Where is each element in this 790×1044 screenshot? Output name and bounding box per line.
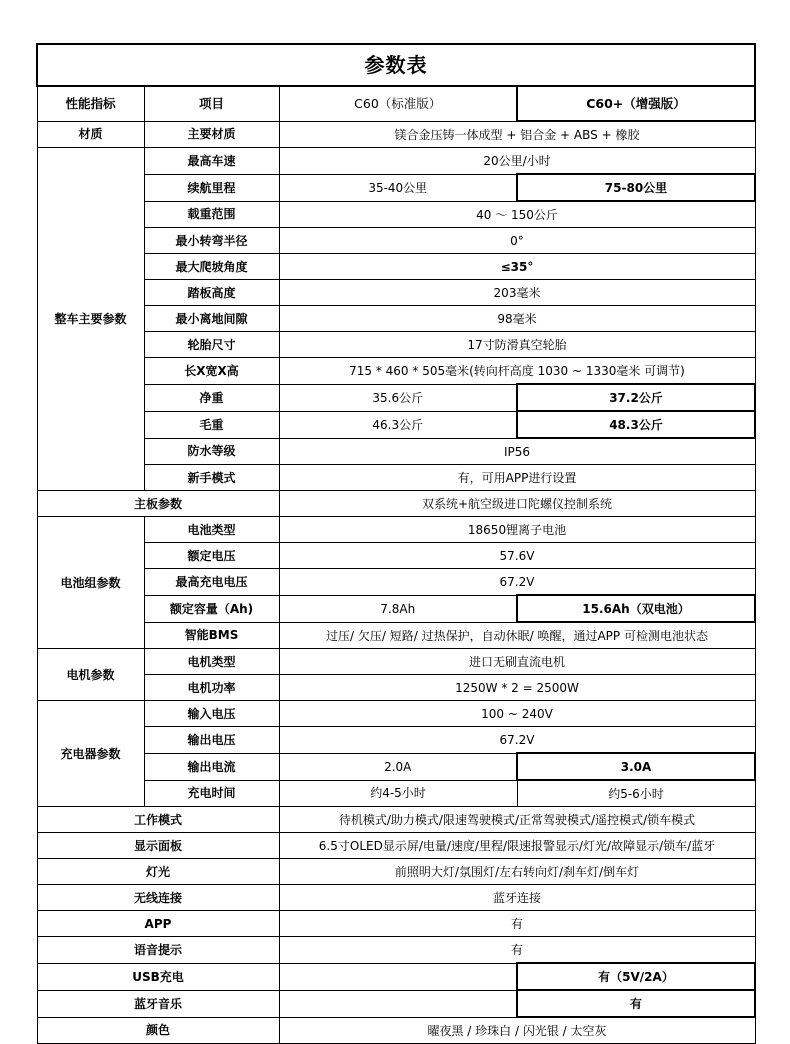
row-label: 踏板高度 [144,280,279,306]
header-item: 项目 [144,86,279,121]
value-c60plus: 37.2公斤 [517,384,755,411]
row-label: 电机功率 [144,675,279,701]
table-row [37,306,755,332]
row-value: 0° [279,228,755,254]
header-indicator: 性能指标 [37,86,144,121]
value-c60plus: 75-80公里 [517,174,755,201]
row-value: IP56 [279,438,755,465]
table-row [37,807,755,833]
row-value: 57.6V [279,543,755,569]
group-motor: 电机参数 [37,649,144,701]
row-label: 毛重 [144,411,279,438]
row-label: 颜色 [37,1017,279,1044]
value-c60: 46.3公斤 [279,411,517,438]
table-row [37,622,755,649]
row-value: 进口无刷直流电机 [279,649,755,675]
table-row [37,491,755,517]
row-label: 无线连接 [37,885,279,911]
value-c60: 2.0A [279,753,517,780]
row-label: 充电时间 [144,780,279,807]
table-row [37,569,755,596]
row-value: 前照明大灯/氛围灯/左右转向灯/刹车灯/倒车灯 [279,859,755,885]
value-c60plus: 有（5V/2A） [517,963,755,990]
table-row [37,438,755,465]
value-c60plus: 48.3公斤 [517,411,755,438]
table-row [37,859,755,885]
row-value: 有 [279,911,755,937]
group-battery: 电池组参数 [37,517,144,649]
row-label: 电池类型 [144,517,279,543]
row-label: 灯光 [37,859,279,885]
row-label: 最大爬坡角度 [144,254,279,280]
row-value: 18650锂离子电池 [279,517,755,543]
value-c60plus: 有 [517,990,755,1017]
table-row [37,254,755,280]
row-value: 待机模式/助力模式/限速驾驶模式/正常驾驶模式/遥控模式/锁车模式 [279,807,755,833]
value-c60: 35.6公斤 [279,384,517,411]
value-c60 [279,990,517,1017]
value-c60: 约4-5小时 [279,780,517,807]
table-row [37,384,755,411]
row-label: APP [37,911,279,937]
row-value: 203毫米 [279,280,755,306]
row-value: 有，可用APP进行设置 [279,465,755,491]
value-c60plus: 3.0A [517,753,755,780]
row-value: 曜夜黑 / 珍珠白 / 闪光银 / 太空灰 [279,1017,755,1044]
table-row [37,228,755,254]
row-label: 输入电压 [144,701,279,727]
row-value: 17寸防滑真空轮胎 [279,332,755,358]
row-value: 715 * 460 * 505毫米(转向杆高度 1030 ~ 1330毫米 可调节) [279,358,755,385]
row-label: 额定容量（Ah) [144,595,279,622]
row-label: 工作模式 [37,807,279,833]
row-label: 输出电流 [144,753,279,780]
row-value: 蓝牙连接 [279,885,755,911]
header-c60: C60（标准版） [279,86,517,121]
row-label: 载重范围 [144,201,279,228]
table-row [37,753,755,780]
table-row [37,937,755,964]
row-value: 6.5寸OLED显示屏/电量/速度/里程/限速报警显示/灯光/故障显示/锁车/蓝牙 [279,833,755,859]
table-row [37,148,755,175]
row-value: 过压/ 欠压/ 短路/ 过热保护，自动休眠/ 唤醒，通过APP 可检测电池状态 [279,622,755,649]
table-row [37,1017,755,1044]
row-label: 电机类型 [144,649,279,675]
row-value: 镁合金压铸一体成型 + 铝合金 + ABS + 橡胶 [279,121,755,148]
table-row [37,727,755,754]
table-row [37,701,755,727]
row-label: 续航里程 [144,174,279,201]
table-row [37,885,755,911]
row-label: 智能BMS [144,622,279,649]
row-label: 输出电压 [144,727,279,754]
group-vehicle: 整车主要参数 [37,148,144,491]
table-row [37,280,755,306]
row-label: 语音提示 [37,937,279,964]
spec-table [36,43,756,1044]
table-row [37,963,755,990]
table-row [37,465,755,491]
table-row [37,201,755,228]
table-row [37,332,755,358]
table-row [37,543,755,569]
value-c60: 7.8Ah [279,595,517,622]
row-value: 20公里/小时 [279,148,755,175]
row-value: 98毫米 [279,306,755,332]
header-row [37,86,755,121]
row-label: 防水等级 [144,438,279,465]
row-value: 100 ~ 240V [279,701,755,727]
row-value: 双系统+航空级进口陀螺仪控制系统 [279,491,755,517]
table-row [37,411,755,438]
table-row [37,780,755,807]
row-value: ≤35° [279,254,755,280]
table-row [37,174,755,201]
table-row [37,833,755,859]
row-label: 长X宽X高 [144,358,279,385]
table-title: 参数表 [37,44,755,86]
row-value: 1250W * 2 = 2500W [279,675,755,701]
header-c60plus: C60+（增强版） [517,86,755,121]
table-row [37,911,755,937]
table-row [37,990,755,1017]
row-label: 最高充电电压 [144,569,279,596]
row-label: 显示面板 [37,833,279,859]
value-c60plus: 约5-6小时 [517,780,755,807]
table-row [37,649,755,675]
value-c60: 35-40公里 [279,174,517,201]
row-value: 67.2V [279,569,755,596]
table-row [37,675,755,701]
row-label: 主要材质 [144,121,279,148]
table-row [37,595,755,622]
row-label: 轮胎尺寸 [144,332,279,358]
table-row [37,517,755,543]
value-c60plus: 15.6Ah（双电池） [517,595,755,622]
row-label: 最小离地间隙 [144,306,279,332]
row-label: 最小转弯半径 [144,228,279,254]
row-label: 新手模式 [144,465,279,491]
row-label: USB充电 [37,963,279,990]
group-charger: 充电器参数 [37,701,144,807]
group-material: 材质 [37,121,144,148]
table-row [37,358,755,385]
row-label: 最高车速 [144,148,279,175]
row-label: 额定电压 [144,543,279,569]
row-value: 40 ～ 150公斤 [279,201,755,228]
row-label: 蓝牙音乐 [37,990,279,1017]
table-row [37,121,755,148]
row-label: 净重 [144,384,279,411]
group-mainboard: 主板参数 [37,491,279,517]
title-row [37,44,755,86]
row-value: 67.2V [279,727,755,754]
value-c60 [279,963,517,990]
row-value: 有 [279,937,755,964]
